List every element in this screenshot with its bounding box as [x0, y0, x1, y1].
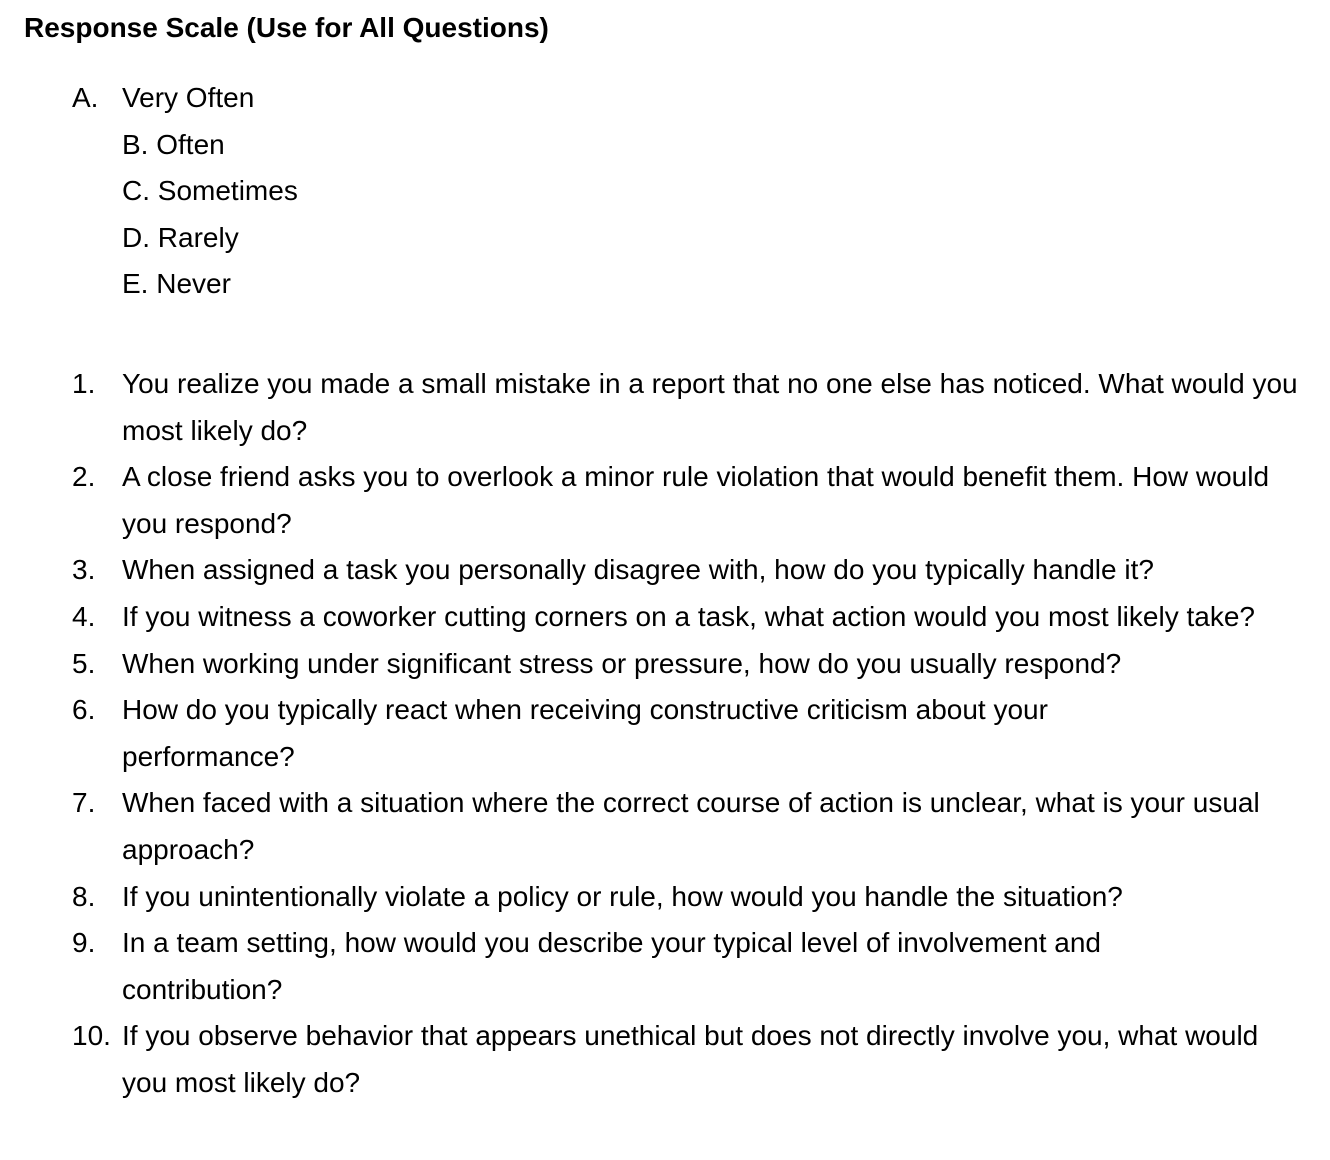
question-text: If you unintentionally violate a policy or rule, how would you handle the situation? [122, 880, 1123, 912]
scale-label: D. [122, 221, 150, 253]
question-text: When working under significant stress or pressure, how do you usually respond? [122, 647, 1122, 679]
question-item [72, 594, 1322, 641]
scale-label: B. [122, 128, 149, 160]
scale-label: A. [72, 82, 99, 113]
question-item [72, 780, 1322, 873]
question-text: If you observe behavior that appears unethical but does not directly involve you, what would you most likely do? [122, 1020, 1259, 1098]
scale-item [72, 220, 298, 267]
question-item [72, 1013, 1322, 1106]
scale-text: Often [156, 128, 225, 160]
page-title: Response Scale (Use for All Questions) [24, 12, 549, 43]
question-number: 2. [72, 461, 96, 493]
question-text: How do you typically react when receiving constructive criticism about your performance? [122, 694, 1048, 772]
scale-item [72, 80, 298, 127]
question-number: 9. [72, 927, 96, 959]
scale-text: Sometimes [157, 175, 298, 206]
question-item [72, 874, 1322, 921]
scale-text: Rarely [157, 221, 239, 253]
question-number: 7. [72, 787, 96, 819]
scale-text: Never [156, 268, 231, 299]
response-scale-list [72, 80, 298, 313]
question-item [72, 454, 1322, 547]
question-text: If you witness a coworker cutting corners on a task, what action would you most likely take? [122, 600, 1255, 632]
scale-item [72, 173, 298, 220]
scale-label: C. [122, 175, 150, 206]
scale-label: E. [122, 268, 149, 299]
scale-item [72, 127, 298, 174]
question-text: You realize you made a small mistake in a report that no one else has noticed. What would you most likely do? [122, 368, 1298, 446]
question-item [72, 641, 1322, 688]
question-number: 3. [72, 554, 96, 586]
question-text: A close friend asks you to overlook a minor rule violation that would benefit them. How would you respond? [122, 461, 1270, 539]
question-list [72, 361, 1322, 1107]
question-text: When assigned a task you personally disagree with, how do you typically handle it? [122, 554, 1154, 586]
question-number: 8. [72, 880, 96, 912]
question-number: 1. [72, 368, 96, 399]
question-text: When faced with a situation where the correct course of action is unclear, what is your usual approach? [122, 787, 1260, 865]
question-item [72, 920, 1322, 1013]
question-item [72, 687, 1322, 780]
question-number: 10. [72, 1020, 111, 1052]
scale-text: Very Often [122, 82, 255, 113]
question-text: In a team setting, how would you describe your typical level of involvement and contribution? [122, 927, 1101, 1005]
question-number: 4. [72, 600, 96, 632]
question-number: 5. [72, 647, 96, 679]
question-item [72, 547, 1322, 594]
scale-item [72, 266, 298, 313]
question-number: 6. [72, 694, 96, 726]
question-item [72, 361, 1322, 454]
